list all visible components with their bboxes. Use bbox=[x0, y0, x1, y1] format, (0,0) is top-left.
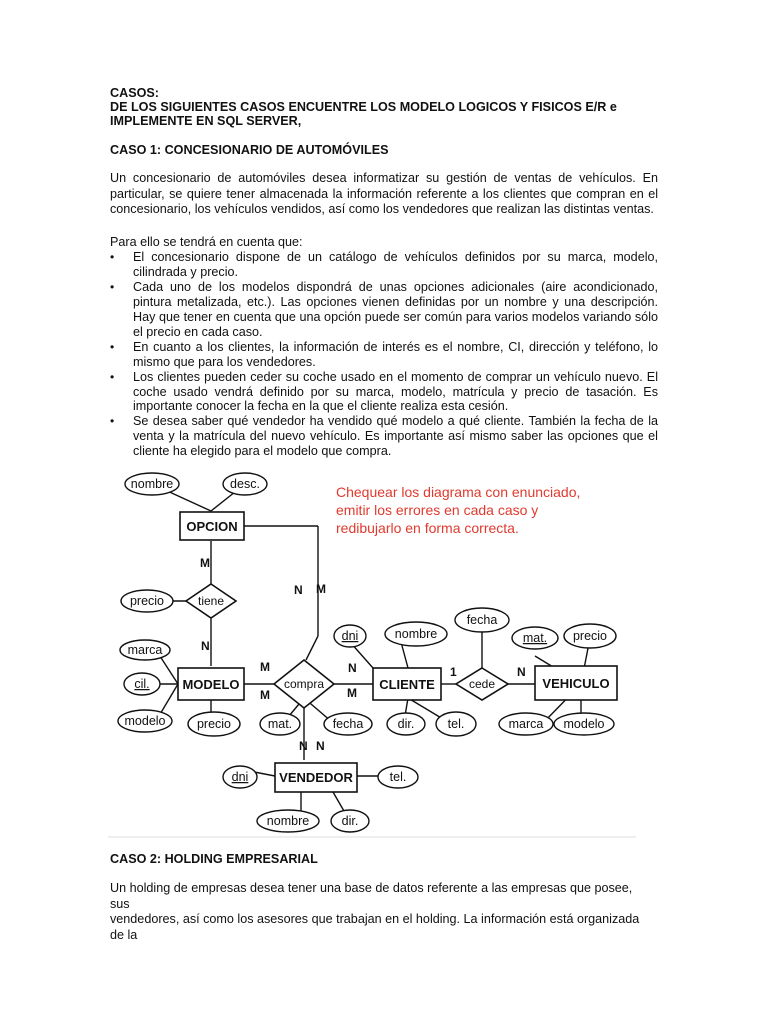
header-instructions-line2: IMPLEMENTE EN SQL SERVER, bbox=[110, 114, 302, 128]
list-item: • Cada uno de los modelos dispondrá de unas opciones adicionales (aire acondicionado, pintura metalizada, etc.). Las opciones vienen definidas por un nombre y una descripción. Hay que tener en cuenta que una opción puede ser común para varios modelos variando sólo el precio en cada caso. bbox=[110, 280, 658, 340]
list-item: • El concesionario dispone de un catálogo de vehículos definidos por su marca, modelo, cilindrada y precio. bbox=[110, 250, 658, 280]
review-note-line2: emitir los errores en cada caso y bbox=[336, 502, 539, 518]
entity-cliente-label: CLIENTE bbox=[379, 677, 435, 692]
caso2-line2: sus bbox=[110, 896, 130, 911]
relationship-cede-label: cede bbox=[468, 677, 496, 691]
list-item: • Se desea saber qué vendedor ha vendido qué modelo a qué cliente. También la fecha de la venta y la matrícula del nuevo vehículo. Es importante así mismo saber las opciones que el cliente ha elegido para el modelo que compra. bbox=[110, 414, 658, 459]
attr-vendedor-dni-label: dni bbox=[231, 770, 249, 784]
attr-vehiculo-modelo-label: modelo bbox=[563, 717, 605, 731]
card-vendedor-compra-1: N bbox=[299, 739, 308, 753]
card-opcion-compra-m: M bbox=[316, 582, 326, 596]
card-modelo-compra-1: M bbox=[260, 660, 270, 674]
caso1-bullet-list bbox=[110, 250, 658, 459]
header-instructions-line1: DE LOS SIGUIENTES CASOS ENCUENTRE LOS MODELO LOGICOS Y FISICOS E/R e bbox=[110, 100, 617, 114]
attr-cliente-tel-label: tel. bbox=[447, 717, 465, 731]
attr-opcion-nombre-label: nombre bbox=[130, 477, 174, 491]
entity-vendedor-label: VENDEDOR bbox=[279, 770, 353, 785]
caso2-title: CASO 2: HOLDING EMPRESARIAL bbox=[110, 852, 318, 866]
attr-modelo-cil-label: cil. bbox=[134, 677, 150, 691]
card-cliente-compra-m: M bbox=[347, 686, 357, 700]
attr-compra-fecha-label: fecha bbox=[332, 717, 364, 731]
attr-cliente-dni-label: dni bbox=[341, 629, 359, 643]
attr-cede-fecha-label: fecha bbox=[466, 613, 498, 627]
caso1-intro: Un concesionario de automóviles desea informatizar su gestión de ventas de vehículos. En particular, se quiere tener almacenada la información referente a los clientes que compran en el concesionario, los vehículos vendidos, así como los vendedores que realizan las distintas ventas. bbox=[110, 171, 658, 217]
case-2-section bbox=[110, 852, 658, 943]
attr-tiene-precio-label: precio bbox=[129, 594, 165, 608]
caso2-line1: Un holding de empresas desea tener una base de datos referente a las empresas que posee, bbox=[110, 881, 633, 895]
attr-cliente-nombre-label: nombre bbox=[394, 627, 438, 641]
relationship-compra-label: compra bbox=[283, 677, 325, 691]
entity-modelo-label: MODELO bbox=[182, 677, 240, 692]
case-1-section bbox=[110, 86, 658, 459]
attr-cliente-dir-label: dir. bbox=[397, 717, 415, 731]
attr-modelo-modelo-label: modelo bbox=[124, 714, 166, 728]
er-diagram bbox=[108, 466, 636, 838]
card-modelo-compra-2: M bbox=[260, 688, 270, 702]
attr-modelo-marca-label: marca bbox=[127, 643, 163, 657]
attr-vendedor-tel-label: tel. bbox=[389, 770, 407, 784]
caso2-line4: de la bbox=[110, 927, 138, 942]
attr-vendedor-dir-label: dir. bbox=[341, 814, 359, 828]
list-item: • Los clientes pueden ceder su coche usado en el momento de comprar un vehículo nuevo. El coche usado vendrá definido por su marca, modelo, matrícula y precio de tasación. Es importante conocer la fecha en la que el cliente realiza esta cesión. bbox=[110, 370, 658, 415]
attr-modelo-precio-label: precio bbox=[196, 717, 232, 731]
attr-vehiculo-mat-label: mat. bbox=[522, 631, 548, 645]
attr-compra-mat-label: mat. bbox=[267, 717, 293, 731]
entity-opcion-label: OPCION bbox=[186, 519, 238, 534]
card-opcion-compra-n: N bbox=[294, 583, 303, 597]
attr-opcion-desc-label: desc. bbox=[230, 477, 260, 491]
list-item: • En cuanto a los clientes, la información de interés es el nombre, CI, dirección y teléfono, lo mismo que para los vendedores. bbox=[110, 340, 658, 370]
relationship-tiene-label: tiene bbox=[197, 594, 225, 608]
card-cede-vehiculo: N bbox=[517, 665, 526, 679]
card-cliente-cede: 1 bbox=[450, 665, 457, 679]
attr-vehiculo-precio-label: precio bbox=[572, 629, 608, 643]
caso2-line3: vendedores, así como los asesores que trabajan en el holding. La información está organizada bbox=[110, 912, 640, 927]
card-cliente-compra-n: N bbox=[348, 661, 357, 675]
review-note-line3: redibujarlo en forma correcta. bbox=[336, 520, 519, 536]
review-note-line1: Chequear los diagrama con enunciado, bbox=[336, 484, 581, 500]
header-casos: CASOS: bbox=[110, 86, 159, 100]
entity-vehiculo-label: VEHICULO bbox=[542, 676, 610, 691]
caso1-title: CASO 1: CONCESIONARIO DE AUTOMÓVILES bbox=[110, 143, 389, 157]
card-tiene-modelo: N bbox=[201, 639, 210, 653]
attr-vendedor-nombre-label: nombre bbox=[266, 814, 310, 828]
card-vendedor-compra-2: N bbox=[316, 739, 325, 753]
caso1-lead: Para ello se tendrá en cuenta que: bbox=[110, 234, 303, 249]
card-opcion-tiene: M bbox=[200, 556, 210, 570]
attr-vehiculo-marca-label: marca bbox=[508, 717, 544, 731]
